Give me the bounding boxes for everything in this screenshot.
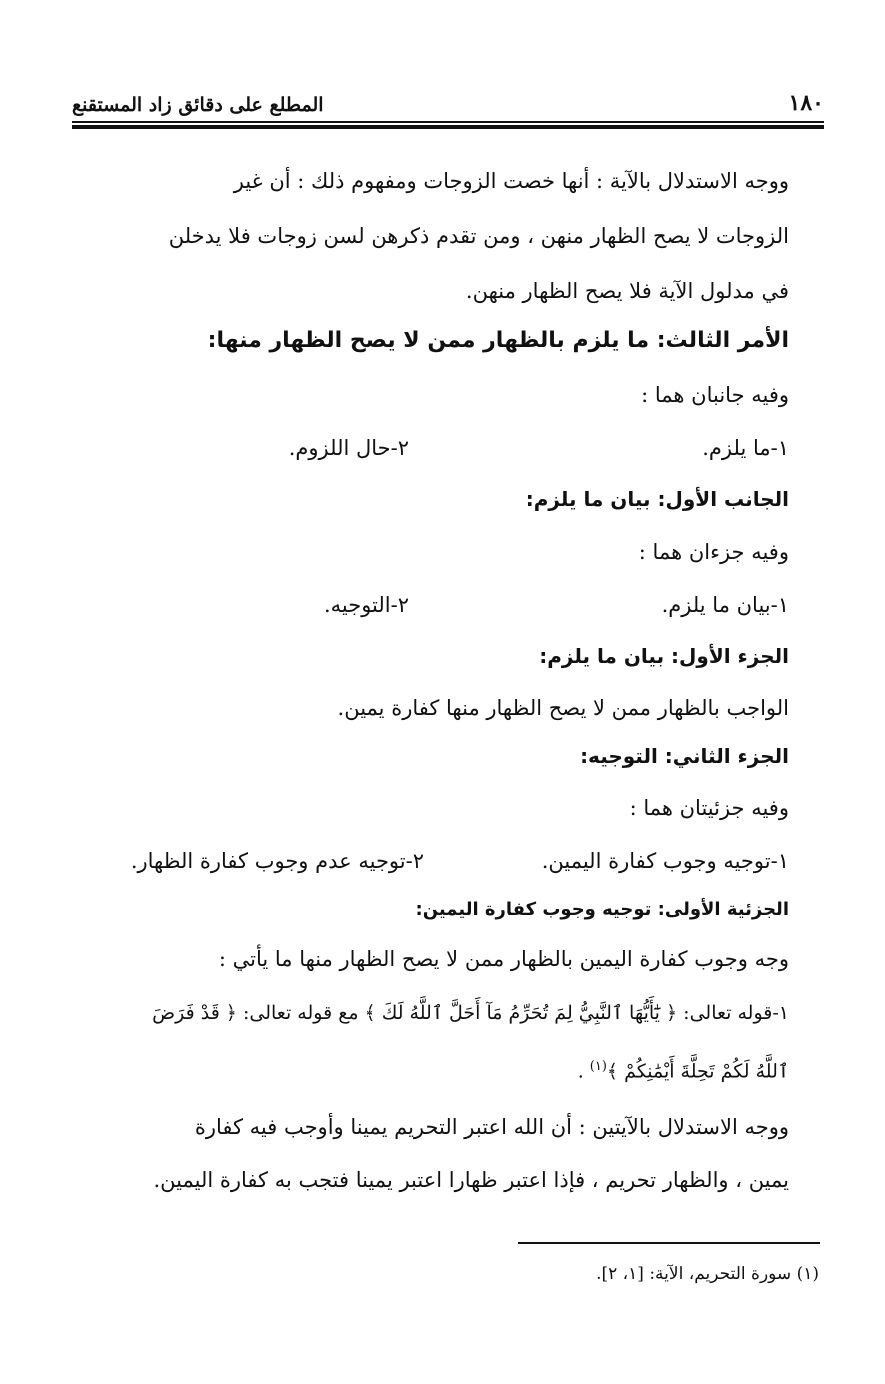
evidence-line: [76, 1052, 789, 1086]
quran-verse: ﴿ قَدْ فَرَضَ: [152, 1002, 237, 1024]
subsection-heading: الجانب الأول: بيان ما يلزم:: [525, 487, 789, 511]
subsection-heading: الجزء الأول: بيان ما يلزم:: [539, 644, 789, 668]
list-item: ٢-التوجيه.: [323, 593, 409, 617]
footnote: (١) سورة التحريم، الآية: [١، ٢].: [596, 1264, 819, 1284]
page-header: [72, 86, 824, 116]
header-rule-thin: [72, 121, 824, 123]
paragraph-line: ووجه الاستدلال بالآيتين : أن الله اعتبر التحريم يمينا وأوجب فيه كفارة: [194, 1115, 789, 1139]
list-row: [76, 590, 789, 620]
punctuation: .: [577, 1060, 590, 1083]
paragraph-line: الواجب بالظهار ممن لا يصح الظهار منها كفارة يمين.: [337, 696, 789, 720]
paragraph-line: وجه وجوب كفارة اليمين بالظهار ممن لا يصح الظهار منها ما يأتي :: [218, 947, 789, 971]
book-title: المطلع على دقائق زاد المستقنع: [72, 94, 324, 116]
list-row: [76, 433, 789, 463]
footnote-rule: [518, 1242, 820, 1244]
evidence-line: [76, 998, 789, 1028]
paragraph-line: يمين ، والظهار تحريم ، فإذا اعتبر ظهارا اعتبر يمينا فتجب به كفارة اليمين.: [153, 1168, 789, 1192]
header-rule-thick: [72, 125, 824, 129]
paragraph-line: في مدلول الآية فلا يصح الظهار منهن.: [465, 279, 789, 303]
list-row: [76, 846, 789, 876]
list-item: ١-توجيه وجوب كفارة اليمين.: [541, 849, 789, 873]
section-heading: الأمر الثالث: ما يلزم بالظهار ممن لا يصح الظهار منها:: [207, 328, 789, 353]
list-item: ١-بيان ما يلزم.: [661, 593, 789, 617]
list-item: ٢-توجيه عدم وجوب كفارة الظهار.: [130, 849, 424, 873]
paragraph-line: ووجه الاستدلال بالآية : أنها خصت الزوجات ومفهوم ذلك : أن غير: [233, 169, 789, 193]
footnote-ref: (١): [589, 1059, 607, 1074]
paragraph-line: الزوجات لا يصح الظهار منهن ، ومن تقدم ذكرهن لسن زوجات فلا يدخلن: [168, 224, 789, 248]
list-item: ١-ما يلزم.: [702, 436, 789, 460]
page-number: ١٨٠: [788, 90, 824, 116]
quran-verse: ﴿ يَٰٓأَيُّهَا ٱلنَّبِيُّ لِمَ تُحَرِّمُ مَآ أَحَلَّ ٱللَّهُ لَكَ ﴾: [364, 1002, 678, 1024]
quran-verse: ٱللَّهُ لَكُمْ تَحِلَّةَ أَيْمَٰنِكُمْ ﴾: [606, 1060, 789, 1083]
subsection-heading: الجزئية الأولى: توجيه وجوب كفارة اليمين:: [415, 899, 789, 920]
list-intro: وفيه جزئيتان هما :: [629, 796, 789, 820]
evidence-connector: مع قوله تعالى:: [236, 1002, 365, 1024]
list-intro: وفيه جزءان هما :: [638, 540, 789, 564]
evidence-label: ١-قوله تعالى:: [677, 1002, 789, 1024]
subsection-heading: الجزء الثاني: التوجيه:: [580, 744, 789, 768]
list-intro: وفيه جانبان هما :: [641, 383, 789, 407]
list-item: ٢-حال اللزوم.: [288, 436, 409, 460]
